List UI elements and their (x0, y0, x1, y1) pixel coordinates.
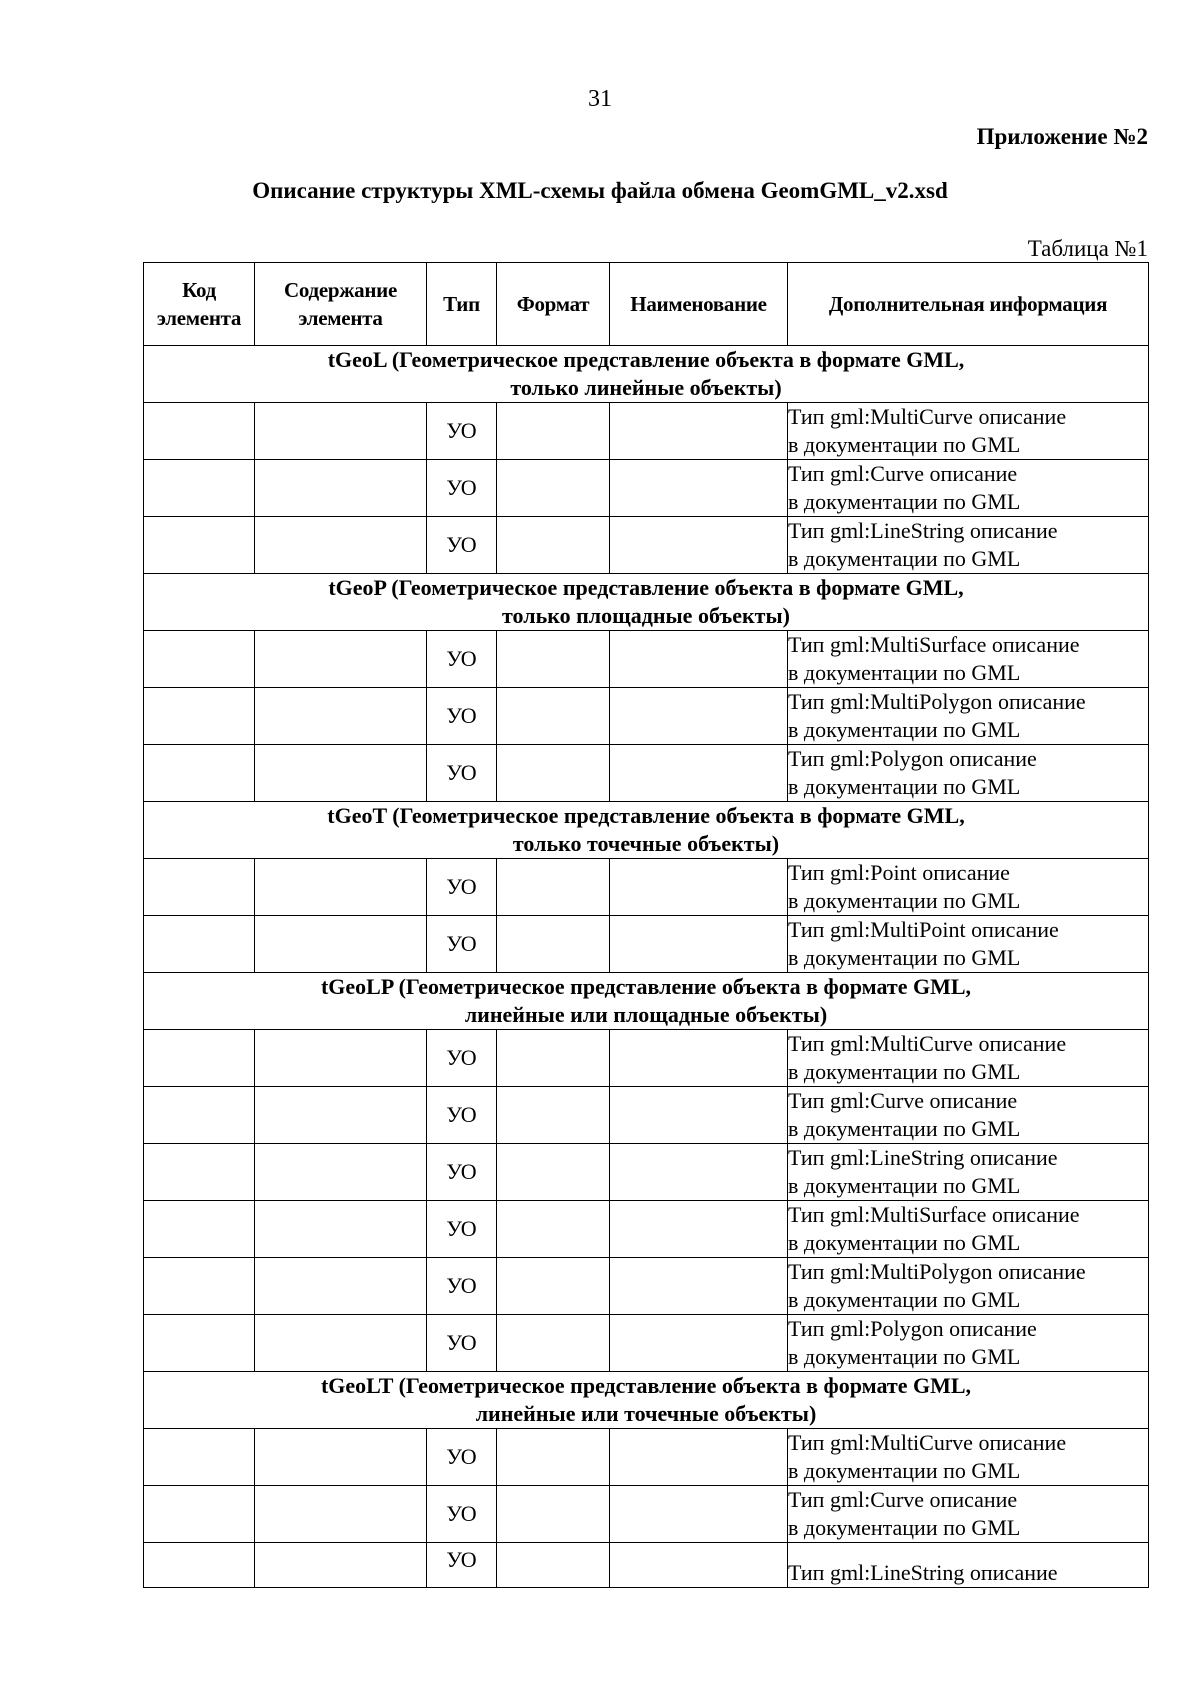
info-line: Тип gml:MultiPolygon описание (788, 689, 1086, 714)
cell-code (144, 1087, 255, 1144)
section-subtitle-line: линейные или точечные объекты) (475, 1401, 817, 1426)
info-line: в документации по GML (788, 660, 1021, 685)
cell-code (144, 1486, 255, 1543)
cell-info (788, 688, 1149, 745)
cell-format (497, 517, 610, 574)
table-row (144, 460, 1149, 517)
info-line: в документации по GML (788, 432, 1021, 457)
info-line: Тип gml:LineString описание (788, 1560, 1058, 1585)
cell-info (788, 1144, 1149, 1201)
table-row (144, 1315, 1149, 1372)
info-line: Тип gml:Curve описание (788, 461, 1018, 486)
cell-type: УО (427, 631, 497, 688)
cell-name (610, 517, 788, 574)
cell-code (144, 1201, 255, 1258)
section-title (144, 574, 1149, 631)
cell-info (788, 403, 1149, 460)
info-line: Тип gml:MultiPoint описание (788, 917, 1059, 942)
table-row (144, 1201, 1149, 1258)
info-line: Тип gml:Curve описание (788, 1487, 1018, 1512)
section-row (144, 802, 1149, 859)
table-row (144, 1030, 1149, 1087)
cell-type: УО (427, 1087, 497, 1144)
header-additional-info: Дополнительная информация (788, 263, 1149, 346)
cell-format (497, 688, 610, 745)
cell-code (144, 517, 255, 574)
header-content: Содержание элемента (255, 263, 427, 346)
info-line: в документации по GML (788, 1458, 1021, 1483)
cell-format (497, 1315, 610, 1372)
table-header-row (144, 263, 1149, 346)
section-title-line: tGeoT (Геометрическое представление объекта в формате GML, (327, 803, 965, 828)
cell-content (255, 1429, 427, 1486)
cell-info (788, 1543, 1149, 1588)
section-title-line: tGeoLP (Геометрическое представление объекта в формате GML, (320, 974, 972, 999)
section-title-line: tGeoLT (Геометрическое представление объекта в формате GML, (320, 1373, 972, 1398)
cell-format (497, 460, 610, 517)
cell-info (788, 1258, 1149, 1315)
cell-name (610, 403, 788, 460)
cell-info (788, 631, 1149, 688)
section-title (144, 802, 1149, 859)
section-title-line: tGeoP (Геометрическое представление объекта в формате GML, (328, 575, 964, 600)
cell-type: УО (427, 1030, 497, 1087)
cell-info (788, 1315, 1149, 1372)
cell-content (255, 859, 427, 916)
table-row (144, 916, 1149, 973)
cell-info (788, 1429, 1149, 1486)
cell-format (497, 1258, 610, 1315)
cell-code (144, 403, 255, 460)
section-subtitle-line: только площадные объекты) (502, 603, 790, 628)
appendix-label: Приложение №2 (976, 124, 1148, 149)
info-line: в документации по GML (788, 489, 1021, 514)
cell-name (610, 1486, 788, 1543)
cell-info (788, 1087, 1149, 1144)
info-line: в документации по GML (788, 717, 1021, 742)
cell-name (610, 1201, 788, 1258)
cell-content (255, 517, 427, 574)
info-line: в документации по GML (788, 888, 1021, 913)
cell-content (255, 1201, 427, 1258)
document-title: Описание структуры XML-схемы файла обмена GeomGML_v2.xsd (252, 178, 948, 203)
table-row (144, 1087, 1149, 1144)
info-line: в документации по GML (788, 1344, 1021, 1369)
section-row (144, 346, 1149, 403)
cell-content (255, 460, 427, 517)
section-row (144, 973, 1149, 1030)
cell-type: УО (427, 1258, 497, 1315)
cell-info (788, 517, 1149, 574)
cell-content (255, 1543, 427, 1588)
header-format: Формат (497, 263, 610, 346)
table-row (144, 1258, 1149, 1315)
cell-code (144, 745, 255, 802)
cell-format (497, 403, 610, 460)
table-row (144, 745, 1149, 802)
cell-content (255, 1144, 427, 1201)
section-subtitle-line: только линейные объекты) (510, 375, 782, 400)
info-line: Тип gml:MultiSurface описание (788, 632, 1080, 657)
cell-type: УО (427, 916, 497, 973)
cell-info (788, 916, 1149, 973)
cell-type: УО (427, 1486, 497, 1543)
cell-type: УО (427, 1201, 497, 1258)
cell-format (497, 1087, 610, 1144)
section-title (144, 346, 1149, 403)
table-row (144, 1144, 1149, 1201)
info-line: в документации по GML (788, 1287, 1021, 1312)
info-line: Тип gml:Polygon описание (788, 1316, 1037, 1341)
cell-content (255, 1030, 427, 1087)
cell-name (610, 688, 788, 745)
info-line: в документации по GML (788, 546, 1021, 571)
cell-format (497, 1144, 610, 1201)
table-row (144, 631, 1149, 688)
cell-code (144, 1258, 255, 1315)
cell-name (610, 1429, 788, 1486)
cell-format (497, 1201, 610, 1258)
info-line: Тип gml:MultiPolygon описание (788, 1259, 1086, 1284)
cell-format (497, 745, 610, 802)
info-line: Тип gml:Point описание (788, 860, 1010, 885)
cell-content (255, 1486, 427, 1543)
table-label: Таблица №1 (1027, 236, 1148, 261)
cell-info (788, 1486, 1149, 1543)
cell-format (497, 1486, 610, 1543)
table-row (144, 688, 1149, 745)
cell-info (788, 460, 1149, 517)
info-line: в документации по GML (788, 1230, 1021, 1255)
cell-name (610, 1030, 788, 1087)
cell-content (255, 1315, 427, 1372)
table-row (144, 1543, 1149, 1588)
cell-code (144, 859, 255, 916)
cell-name (610, 859, 788, 916)
cell-name (610, 631, 788, 688)
cell-format (497, 859, 610, 916)
header-name: Наименование (610, 263, 788, 346)
info-line: в документации по GML (788, 1173, 1021, 1198)
cell-content (255, 403, 427, 460)
cell-content (255, 916, 427, 973)
cell-format (497, 916, 610, 973)
cell-format (497, 631, 610, 688)
cell-name (610, 1144, 788, 1201)
section-title (144, 973, 1149, 1030)
cell-type: УО (427, 1543, 497, 1588)
section-title (144, 1372, 1149, 1429)
page-number: 31 (588, 86, 612, 112)
cell-name (610, 460, 788, 517)
cell-code (144, 688, 255, 745)
info-line: Тип gml:MultiCurve описание (788, 1031, 1067, 1056)
info-line: в документации по GML (788, 1116, 1021, 1141)
header-type: Тип (427, 263, 497, 346)
cell-type: УО (427, 688, 497, 745)
cell-code (144, 1144, 255, 1201)
cell-type: УО (427, 745, 497, 802)
cell-format (497, 1030, 610, 1087)
table-row (144, 517, 1149, 574)
cell-type: УО (427, 517, 497, 574)
info-line: Тип gml:LineString описание (788, 1145, 1058, 1170)
section-title-line: tGeoL (Геометрическое представление объекта в формате GML, (327, 347, 965, 372)
info-line: в документации по GML (788, 1515, 1021, 1540)
schema-table (143, 262, 1149, 1588)
cell-name (610, 1543, 788, 1588)
cell-code (144, 1030, 255, 1087)
cell-info (788, 859, 1149, 916)
cell-code (144, 460, 255, 517)
info-line: в документации по GML (788, 945, 1021, 970)
cell-format (497, 1543, 610, 1588)
cell-name (610, 1315, 788, 1372)
cell-content (255, 688, 427, 745)
cell-name (610, 1087, 788, 1144)
info-line: Тип gml:Polygon описание (788, 746, 1037, 771)
info-line: в документации по GML (788, 774, 1021, 799)
cell-content (255, 745, 427, 802)
cell-code (144, 916, 255, 973)
section-row (144, 1372, 1149, 1429)
cell-info (788, 1201, 1149, 1258)
table-row (144, 859, 1149, 916)
cell-type: УО (427, 460, 497, 517)
cell-code (144, 1315, 255, 1372)
cell-content (255, 631, 427, 688)
table-body (144, 346, 1149, 1588)
cell-info (788, 745, 1149, 802)
info-line: Тип gml:MultiCurve описание (788, 1430, 1067, 1455)
header-code: Код элемента (144, 263, 255, 346)
info-line: Тип gml:LineString описание (788, 518, 1058, 543)
cell-type: УО (427, 1315, 497, 1372)
cell-type: УО (427, 1429, 497, 1486)
table-row (144, 1486, 1149, 1543)
info-line: Тип gml:MultiSurface описание (788, 1202, 1080, 1227)
cell-name (610, 1258, 788, 1315)
cell-code (144, 631, 255, 688)
info-line: Тип gml:MultiCurve описание (788, 404, 1067, 429)
cell-code (144, 1543, 255, 1588)
cell-name (610, 916, 788, 973)
section-row (144, 574, 1149, 631)
cell-content (255, 1258, 427, 1315)
section-subtitle-line: только точечные объекты) (512, 831, 780, 856)
info-line: Тип gml:Curve описание (788, 1088, 1018, 1113)
info-line: в документации по GML (788, 1059, 1021, 1084)
table-row (144, 403, 1149, 460)
cell-type: УО (427, 859, 497, 916)
cell-code (144, 1429, 255, 1486)
cell-format (497, 1429, 610, 1486)
section-subtitle-line: линейные или площадные объекты) (464, 1002, 828, 1027)
table-row (144, 1429, 1149, 1486)
cell-info (788, 1030, 1149, 1087)
cell-type: УО (427, 403, 497, 460)
cell-name (610, 745, 788, 802)
cell-content (255, 1087, 427, 1144)
cell-type: УО (427, 1144, 497, 1201)
